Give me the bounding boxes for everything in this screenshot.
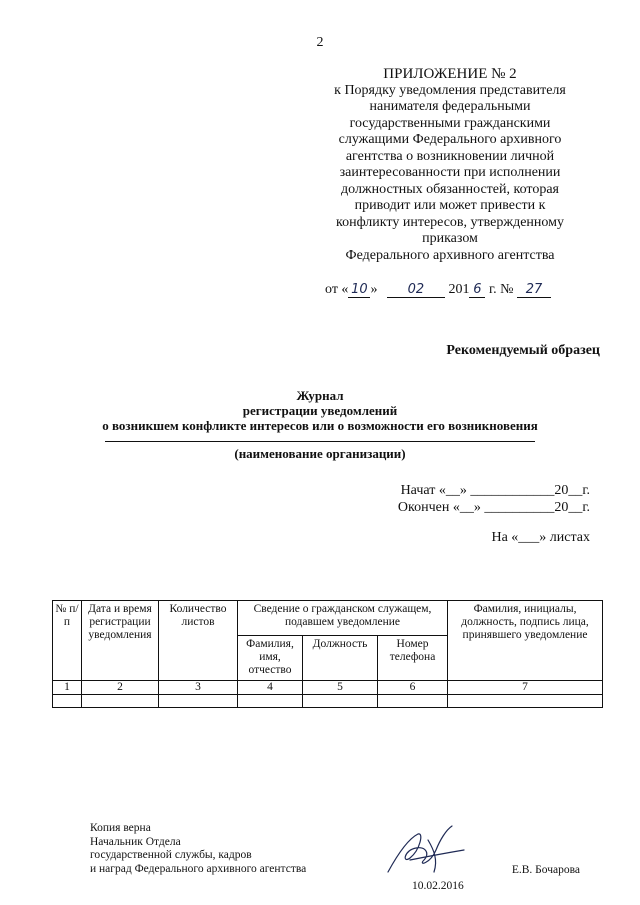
empty-cell xyxy=(238,695,303,708)
header-position: Должность xyxy=(303,636,378,681)
header-sheets: Количество листов xyxy=(159,601,238,681)
header-servant: Сведение о гражданском служащем, подавшем уведомление xyxy=(238,601,448,636)
order-year-handwritten: 6 xyxy=(469,283,485,298)
order-year-prefix: 201 xyxy=(448,282,470,297)
column-number: 4 xyxy=(238,681,303,695)
column-number: 1 xyxy=(53,681,82,695)
certification-date: 10.02.2016 xyxy=(412,880,464,892)
column-number: 7 xyxy=(448,681,603,695)
table-header-row xyxy=(53,601,603,636)
order-year-suffix: г. № xyxy=(485,282,514,297)
appendix-line: должностных обязанностей, которая xyxy=(341,181,559,197)
copy-line: Начальник Отдела xyxy=(90,835,181,848)
empty-cell xyxy=(378,695,448,708)
journal-subtitle: регистрации уведомлений xyxy=(242,403,398,418)
column-number: 5 xyxy=(303,681,378,695)
order-number-handwritten: 27 xyxy=(517,283,551,298)
handwritten-signature xyxy=(380,820,470,880)
appendix-line: конфликту интересов, утвержденному xyxy=(336,214,564,230)
column-number-row xyxy=(53,681,603,695)
organization-caption: (наименование организации) xyxy=(234,446,406,461)
appendix-line: государственными гражданскими xyxy=(349,115,551,131)
appendix-line: приводит или может привести к xyxy=(354,198,546,213)
header-phone: Номер телефона xyxy=(378,636,448,681)
appendix-line: агентства о возникновении личной xyxy=(345,148,555,164)
appendix-heading: ПРИЛОЖЕНИЕ № 2 xyxy=(383,66,517,82)
table-row xyxy=(53,695,603,708)
copy-line: и наград Федерального архивного агентства xyxy=(90,862,307,875)
copy-line: Копия верна xyxy=(90,822,151,834)
appendix-line: Федерального архивного агентства xyxy=(345,247,555,263)
appendix-line: приказом xyxy=(422,231,478,246)
header-fio: Фамилия, имя, отчество xyxy=(238,636,303,681)
appendix-line: к Порядку уведомления представителя xyxy=(334,82,566,98)
finished-date-field: Окончен «__» __________20__г. xyxy=(397,500,590,515)
empty-cell xyxy=(53,695,82,708)
header-num: № п/п xyxy=(53,601,82,681)
sheets-count-field: На «___» листах xyxy=(491,530,590,545)
header-date: Дата и время регистрации уведомления xyxy=(82,601,159,681)
order-date-line xyxy=(325,282,615,298)
register-table xyxy=(52,600,603,708)
signer-name: Е.В. Бочарова xyxy=(511,864,580,876)
column-number: 2 xyxy=(82,681,159,695)
order-prefix: от « xyxy=(325,282,349,297)
empty-cell xyxy=(82,695,159,708)
order-day-close: » xyxy=(370,282,378,297)
journal-subtitle-2: о возникшем конфликте интересов или о возможности его возникновения xyxy=(102,418,538,433)
order-day-handwritten: 10 xyxy=(348,283,370,298)
journal-title-block xyxy=(60,388,580,433)
empty-cell xyxy=(448,695,603,708)
recommended-sample-label: Рекомендуемый образец xyxy=(446,343,600,358)
page-number: 2 xyxy=(316,35,324,50)
started-date-field: Начат «__» ____________20__г. xyxy=(400,483,590,498)
header-receiver: Фамилия, инициалы, должность, подпись лица, принявшего уведомление xyxy=(448,601,603,681)
appendix-line: заинтересованности при исполнении xyxy=(339,165,561,180)
empty-cell xyxy=(159,695,238,708)
order-month-handwritten: 02 xyxy=(387,283,445,298)
appendix-line: служащими Федерального архивного xyxy=(338,132,562,147)
organization-name-line xyxy=(105,441,535,442)
column-number: 3 xyxy=(159,681,238,695)
appendix-line: нанимателя федеральными xyxy=(369,99,531,114)
empty-cell xyxy=(303,695,378,708)
copy-certification xyxy=(90,822,390,876)
copy-line: государственной службы, кадров xyxy=(90,849,252,861)
journal-title: Журнал xyxy=(296,388,344,403)
column-number: 6 xyxy=(378,681,448,695)
appendix-block xyxy=(300,66,600,264)
